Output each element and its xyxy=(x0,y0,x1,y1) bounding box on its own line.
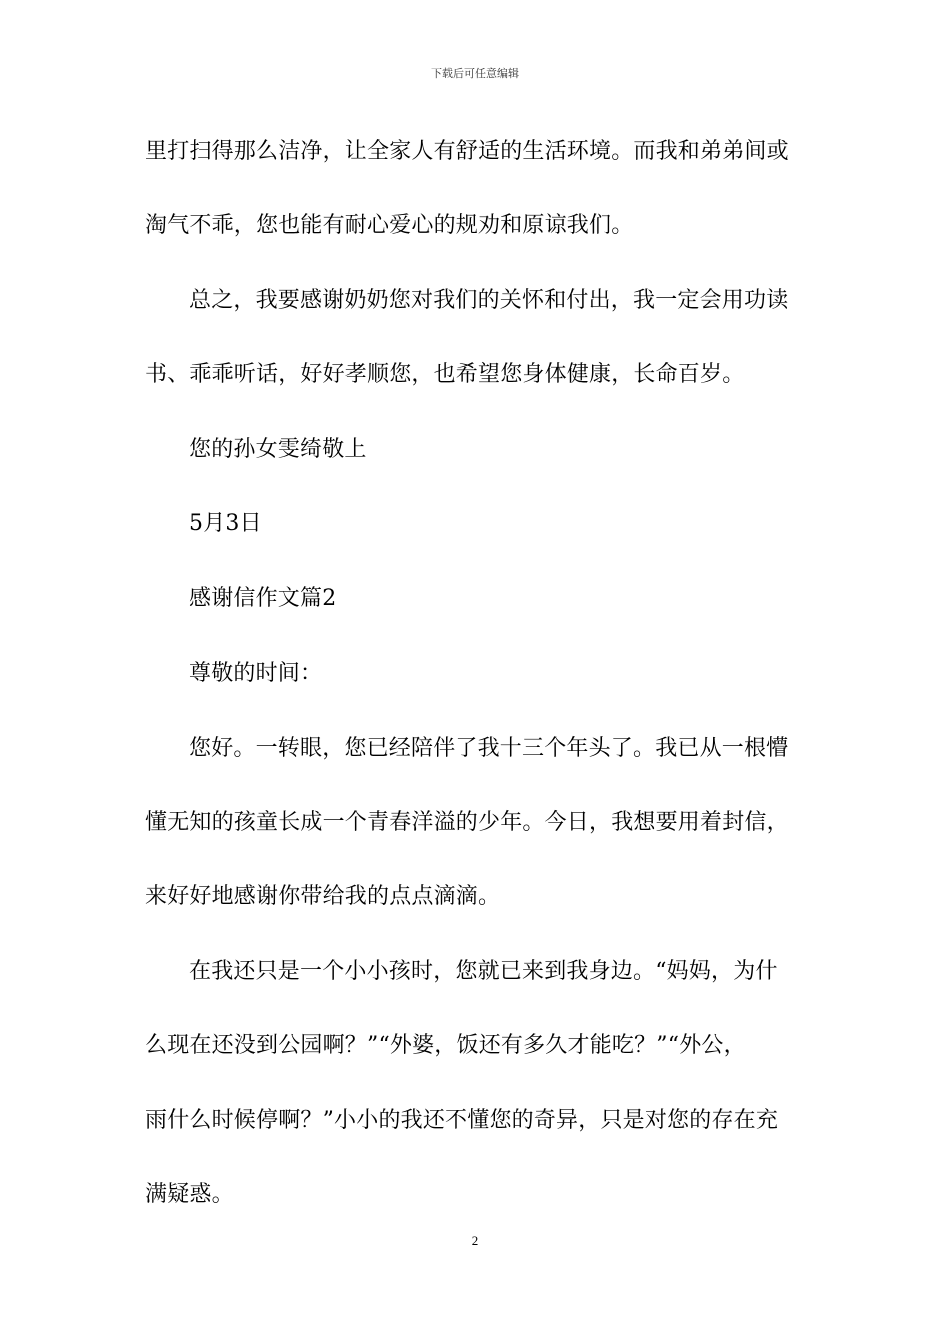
date-line: 5月3日 xyxy=(189,511,262,536)
text-line: 书、乖乖听话，好好孝顺您，也希望您身体健康，长命百岁。 xyxy=(145,362,745,387)
text-line: 您好。一转眼，您已经陪伴了我十三个年头了。我已从一根懵 xyxy=(189,736,789,761)
text-line: 总之，我要感谢奶奶您对我们的关怀和付出，我一定会用功读 xyxy=(189,288,789,313)
salutation-line: 尊敬的时间： xyxy=(189,661,323,686)
text-line: 淘气不乖，您也能有耐心爱心的规劝和原谅我们。 xyxy=(145,213,634,238)
page-header: 下载后可任意编辑 xyxy=(431,67,519,80)
text-line: 懂无知的孩童长成一个青春洋溢的少年。今日，我想要用着封信， xyxy=(145,810,789,835)
text-line: 满疑惑。 xyxy=(145,1182,234,1207)
text-line: 雨什么时候停啊？”小小的我还不懂您的奇异，只是对您的存在充 xyxy=(145,1108,779,1133)
signature-line: 您的孙女雯绮敬上 xyxy=(189,437,367,462)
text-line: 在我还只是一个小小孩时，您就已来到我身边。“妈妈，为什 xyxy=(189,959,778,984)
page-number: 2 xyxy=(471,1233,479,1248)
text-line: 么现在还没到公园啊？”“外婆，饭还有多久才能吃？”“外公， xyxy=(145,1033,746,1058)
text-line: 里打扫得那么洁净，让全家人有舒适的生活环境。而我和弟弟间或 xyxy=(145,139,789,164)
section-title: 感谢信作文篇2 xyxy=(189,586,337,611)
text-line: 来好好地感谢你带给我的点点滴滴。 xyxy=(145,884,501,909)
